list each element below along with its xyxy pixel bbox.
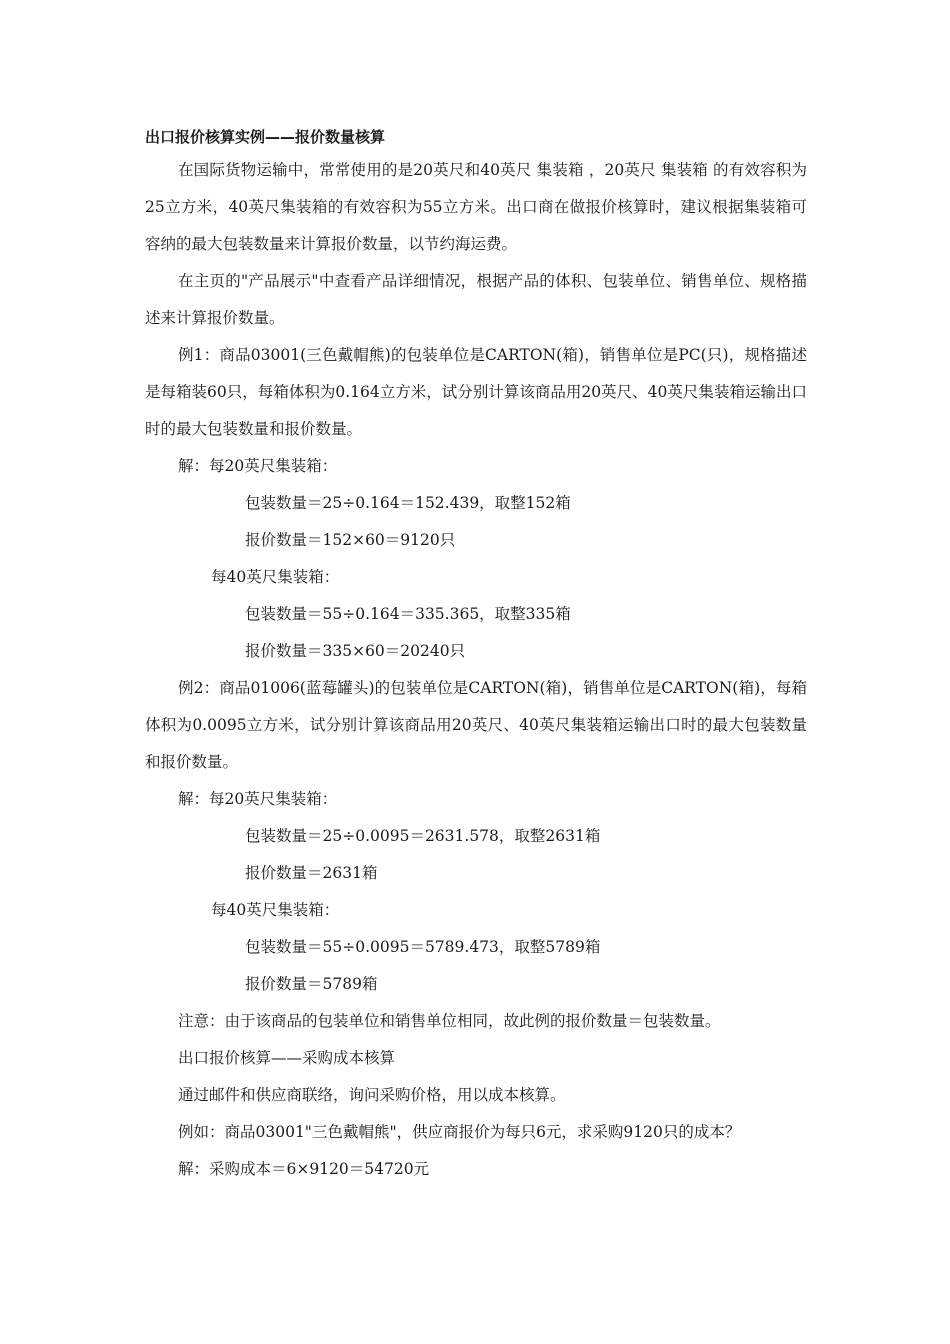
example1-sol20-label: 解：每20英尺集装箱： (178, 457, 338, 475)
document-title: 出口报价核算实例——报价数量核算 (145, 128, 386, 146)
example1-sol40-label: 每40英尺集装箱： (211, 568, 340, 586)
section2-description: 通过邮件和供应商联络，询问采购价格，用以成本核算。 (178, 1086, 566, 1104)
intro-paragraph-1: 在国际货物运输中，常常使用的是20英尺和40英尺 集装箱 ，20英尺 集装箱 的有效容积为25立方米，40英尺集装箱的有效容积为55立方米。出口商在做报价核算时，建议根据集装箱可容纳的最大包装数量来计算报价数量，以节约海运费。 (145, 161, 807, 253)
example1-sol20-pack: 包装数量＝25÷0.164＝152.439，取整152箱 (245, 494, 571, 512)
section2-heading: 出口报价核算——采购成本核算 (178, 1049, 396, 1067)
intro-paragraph-2: 在主页的"产品展示"中查看产品详细情况，根据产品的体积、包装单位、销售单位、规格描述来计算报价数量。 (145, 272, 807, 327)
example1-question: 例1：商品03001(三色戴帽熊)的包装单位是CARTON(箱)，销售单位是PC(只)，规格描述是每箱装60只，每箱体积为0.164立方米，试分别计算该商品用20英尺、40英尺集装箱运输出口时的最大包装数量和报价数量。 (145, 346, 807, 438)
example1-sol40-quote: 报价数量＝335×60＝20240只 (245, 642, 466, 660)
example1-sol20-quote: 报价数量＝152×60＝9120只 (245, 531, 456, 549)
note-line: 注意：由于该商品的包装单位和销售单位相同，故此例的报价数量＝包装数量。 (178, 1012, 721, 1030)
example2-sol40-quote: 报价数量＝5789箱 (245, 975, 378, 993)
example2-sol40-pack: 包装数量＝55÷0.0095＝5789.473，取整5789箱 (245, 938, 601, 956)
example2-sol20-quote: 报价数量＝2631箱 (245, 864, 378, 882)
example2-sol20-label: 解：每20英尺集装箱： (178, 790, 338, 808)
example1-sol40-pack: 包装数量＝55÷0.164＝335.365，取整335箱 (245, 605, 571, 623)
section2-solution: 解：采购成本＝6×9120＝54720元 (178, 1160, 430, 1178)
document-body (145, 123, 807, 1188)
example2-sol20-pack: 包装数量＝25÷0.0095＝2631.578，取整2631箱 (245, 827, 601, 845)
example2-sol40-label: 每40英尺集装箱： (211, 901, 340, 919)
section2-example: 例如：商品03001"三色戴帽熊"，供应商报价为每只6元，求采购9120只的成本？ (178, 1123, 741, 1141)
example2-question: 例2：商品01006(蓝莓罐头)的包装单位是CARTON(箱)，销售单位是CARTON(箱)，每箱体积为0.0095立方米，试分别计算该商品用20英尺、40英尺集装箱运输出口时的最大包装数量和报价数量。 (145, 679, 807, 771)
